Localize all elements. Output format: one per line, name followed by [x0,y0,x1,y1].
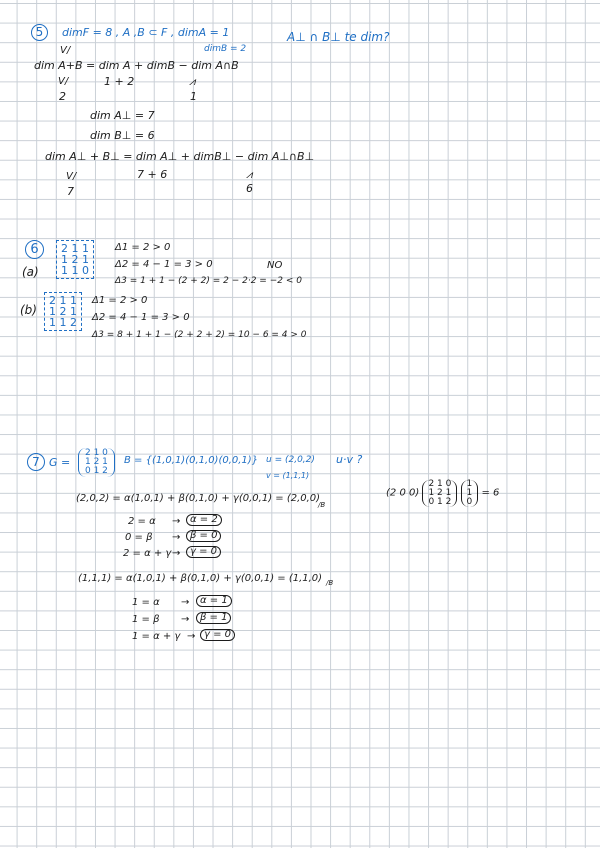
problem5-line4-le: ⩘ [246,168,253,181]
problem6-a-verdict: NO [267,260,283,271]
problem5-line1: dim A+B = dim A + dimB − dim A∩B [34,59,239,72]
problem7-u-def: u = (2,0,2) [266,455,315,465]
problem7-question: u·v ? [336,453,363,466]
problem7-eq-v: (1,1,1) = α(1,0,1) + β(0,1,0) + γ(0,0,1) = (1,1,0) [78,573,323,584]
problem5-one: 1 [190,90,197,103]
matrix-row: 1 2 1 [428,488,452,498]
matrix-row: 1 1 0 [61,264,89,277]
matrix-row: 0 1 2 [85,466,108,476]
problem7-eq-u-sub: /B [318,501,326,509]
problem-number-7: 7 [27,453,45,471]
problem7-v-def: v = (1,1,1) [266,471,310,480]
problem6-b-d1: Δ1 = 2 > 0 [92,295,148,306]
problem7-v-sys-3: 1 = α + γ [132,631,181,642]
matrix-row: 1 [466,488,473,498]
problem7-u-sol-3: γ = 0 [186,546,221,558]
matrix-row: 2 1 0 [428,479,452,489]
problem6-b-d3: Δ3 = 8 + 1 + 1 − (2 + 2 + 2) = 10 − 6 = 4 > 0 [92,330,307,340]
problem5-line4-nums: 7 + 6 [137,168,168,181]
matrix-row: 1 1 2 [49,316,77,329]
problem7-side-matrix [422,480,457,507]
matrix-row: 1 2 1 [49,305,77,318]
problem-number-6: 6 [25,240,44,259]
problem7-matrix-G [78,448,115,477]
problem7-v-sol-1: α = 1 [196,595,232,607]
problem7-u-sys-2: 0 = β [125,532,153,543]
problem5-line4-six: 6 [246,182,253,195]
problem7-eq-v-sub: /B [326,579,334,587]
matrix-row: 1 [466,479,473,489]
problem6-a-d3: Δ3 = 1 + 1 − (2 + 2) = 2 − 2·2 = −2 < 0 [115,276,302,286]
problem5-line1-two: V/ [58,76,69,87]
problem7-arrow-4: → [181,597,190,608]
matrix-row: 2 1 1 [49,294,77,307]
problem7-G-label: G = [49,456,71,469]
problem7-arrow-1: → [172,516,181,527]
problem7-arrow-3: → [172,548,181,559]
problem5-line1-nums: 1 + 2 [104,75,135,88]
problem6-part-b: (b) [20,303,37,317]
matrix-row: 1 2 1 [85,457,108,467]
problem7-v-sys-2: 1 = β [132,614,160,625]
problem7-u-sol-2: β = 0 [186,530,221,542]
matrix-row: 0 1 2 [428,497,452,507]
problem7-arrow-6: → [187,631,196,642]
matrix-row: 2 1 0 [85,448,108,458]
problem7-v-sys-1: 1 = α [132,597,160,608]
matrix-row: 0 [466,497,473,507]
problem5-question: A⊥ ∩ B⊥ te dim? [287,30,390,44]
problem5-line4: dim A⊥ + B⊥ = dim A⊥ + dimB⊥ − dim A⊥∩B⊥ [45,150,315,163]
problem7-basis: B = {(1,0,1)(0,1,0)(0,0,1)} [124,455,259,466]
matrix-row: 1 2 1 [61,253,89,266]
matrix-row: 2 1 1 [61,242,89,255]
problem-number-5: 5 [31,24,48,41]
problem7-side-column [461,480,479,507]
problem6-part-a: (a) [22,265,39,279]
problem7-arrow-2: → [172,532,181,543]
problem5-given: dimF = 8 , A ,B ⊂ F , dimA = 1 [62,26,230,39]
problem7-arrow-5: → [181,614,190,625]
problem7-v-sol-3: γ = 0 [200,629,235,641]
problem7-u-sys-3: 2 = α + γ [123,548,172,559]
problem7-u-sol-1: α = 2 [186,514,222,526]
problem7-side-row: (2 0 0) [386,487,420,499]
problem6-matrix-b [44,292,82,331]
problem5-ineq-left: V/ [60,45,71,56]
problem7-side-computation [386,480,499,507]
problem5-two: 2 [59,90,66,103]
problem7-v-sol-2: β = 1 [196,612,231,624]
problem7-u-sys-1: 2 = α [128,516,156,527]
problem7-side-result: = 6 [481,487,500,499]
problem5-line4-seven: 7 [67,185,74,198]
problem6-matrix-a [56,240,94,279]
problem6-a-d2: Δ2 = 4 − 1 = 3 > 0 [115,259,213,270]
problem6-a-d1: Δ1 = 2 > 0 [115,242,171,253]
problem5-line4-geq: V/ [66,171,77,182]
problem5-line1-le: ⩘ [189,75,196,88]
problem5-line2: dim A⊥ = 7 [90,109,155,122]
problem5-line3: dim B⊥ = 6 [90,129,155,142]
problem5-dimB: dimB = 2 [204,44,247,54]
problem6-b-d2: Δ2 = 4 − 1 = 3 > 0 [92,312,190,323]
problem7-eq-u: (2,0,2) = α(1,0,1) + β(0,1,0) + γ(0,0,1) = (2,0,0) [76,493,321,504]
